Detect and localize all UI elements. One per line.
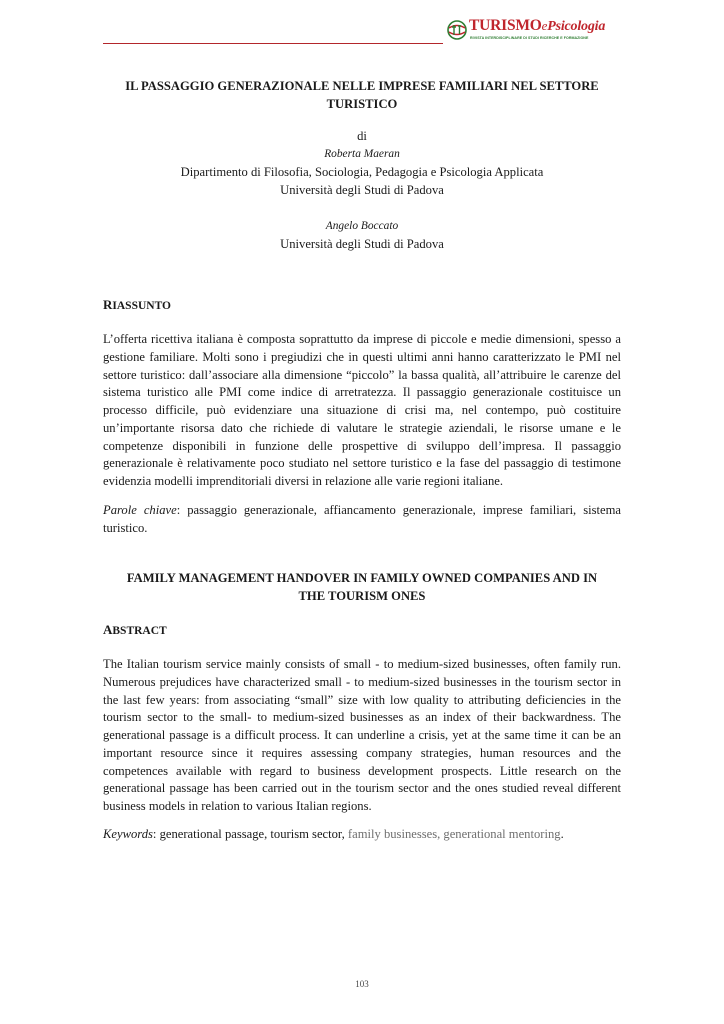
header-rule [103, 43, 443, 44]
riassunto-keywords: Parole chiave: passaggio generazionale, affiancamento generazionale, imprese familiari, sistema turistico. [103, 503, 621, 535]
author-block [103, 127, 621, 253]
abstract-keywords: Keywords: generational passage, tourism sector, family businesses, generational mentoring. [103, 827, 564, 841]
globe-logo-icon [446, 19, 468, 41]
author1-department: Dipartimento di Filosofia, Sociologia, Pedagogia e Psicologia Applicata [180, 165, 544, 179]
riassunto-heading: RIASSUNTO [103, 297, 171, 312]
author2-name: Angelo Boccato [325, 220, 399, 232]
logo-tagline: RIVISTA INTERDISCIPLINARE DI STUDI RICERCHE E FORMAZIONE [470, 36, 589, 40]
logo-title: TURISMOePsicologia [469, 17, 606, 34]
journal-logo [446, 17, 622, 45]
riassunto-body: L’offerta ricettiva italiana è composta soprattutto da imprese di piccole e medie dimensioni, spesso a gestione familiare. Molti sono i pregiudizi che in questi ultimi anni hanno caratterizzato le PMI nel settore turistico: dall’associare alla dimensione “piccolo” la bassa qualità, all’attribuire le carenze del sistema turistico alle PMI come indice di arretratezza. Il passaggio generazionale costituisce un processo difficile, può evidenziare una situazione di crisi ma, nel contempo, può costituire un’importante risorsa dato che richiede di valutare le strategie aziendali, le risorse umane e le competenze disponibili in funzione delle prospettive di sviluppo dell’impresa. Il passaggio generazionale è relativamente poco studiato nel settore turistico e la fase del passaggio di testimone evidenzia modelli imprenditoriali diversi in relazione alle varie regioni italiane. [103, 332, 621, 488]
english-title: FAMILY MANAGEMENT HANDOVER IN FAMILY OWNED COMPANIES AND IN THE TOURISM ONES [126, 571, 598, 603]
by-label: di [357, 129, 367, 143]
author2-university: Università degli Studi di Padova [280, 237, 444, 251]
abstract-heading: ABSTRACT [103, 622, 167, 637]
abstract-body: The Italian tourism service mainly consists of small - to medium-sized businesses, often family run. Numerous prejudices have characterized small - to medium-sized businesses in the tourism sector in the last few years: from associating “small” size with low quality to attributing deficiencies in the tourism sector to the small- to medium-sized businesses as an index of their backwardness. The generational passage is a difficult process. It can underline a crisis, yet at the same time it can be an important resource since it requires assessing company strategies, human resources and the competences available with regard to business development prospects. Little research on the generational passage has been carried out in the tourism sector and the ones studied reveal different business models in relation to various Italian regions. [103, 657, 621, 813]
italian-title: IL PASSAGGIO GENERAZIONALE NELLE IMPRESE FAMILIARI NEL SETTORE TURISTICO [125, 79, 599, 111]
author1-university: Università degli Studi di Padova [280, 183, 444, 197]
page-number: 103 [355, 979, 369, 989]
author1-name: Roberta Maeran [324, 148, 400, 160]
